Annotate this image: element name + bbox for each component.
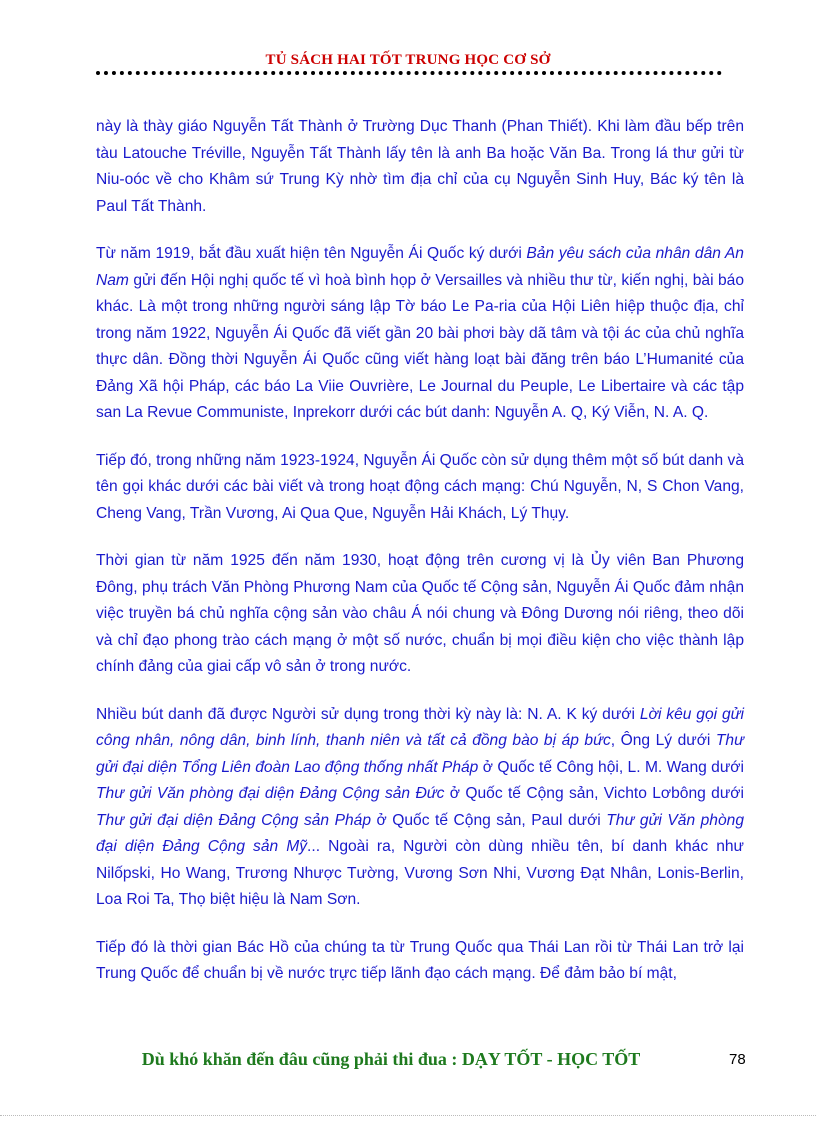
paragraph-2	[96, 241, 744, 427]
italic-title: Thư gửi đại diện Tổng Liên đoàn Lao động thống nhất Pháp	[96, 732, 744, 776]
text-run: ở Quốc tế Công hội, L. M. Wang dưới	[478, 758, 744, 776]
text-run: gửi đến Hội nghị quốc tế vì hoà bình họp ở Versailles và nhiều thư từ, kiến nghị, bài báo khác. Là một trong những người sáng lập Tờ báo Le Pa-ria của Hội Liên hiệp thuộc địa, chỉ trong năm 1922, Nguyễn Ái Quốc đã viết gần 20 bài phơi bày dã tâm và tội ác của chủ nghĩa thực dân. Đồng thời Nguyễn Ái Quốc cũng viết hàng loạt bài đăng trên báo L’Humanité của Đảng Xã hội Pháp, các báo La Viie Ouvrière, Le Journal du Peuple, Le Libertaire và các tập san La Revue Communiste, Inprekorr dưới các bút danh: Nguyễn A. Q, Ký Viễn, N. A. Q.	[96, 271, 744, 421]
bottom-dotted-divider	[0, 1115, 816, 1116]
italic-title: Thư gửi Văn phòng đại diện Đảng Cộng sản Mỹ	[96, 811, 744, 855]
text-run: , Ông Lý dưới	[610, 732, 716, 749]
paragraph-6	[96, 935, 744, 988]
footer-slogan: Dù khó khăn đến đâu cũng phải thi đua : DẠY TỐT - HỌC TỐT	[141, 1049, 641, 1069]
italic-title: Bản yêu sách của nhân dân An Nam	[96, 245, 744, 289]
italic-title: Lời kêu gọi gửi công nhân, nông dân, binh lính, thanh niên và tất cả đồng bào bị áp bức	[96, 705, 744, 749]
main-text-body	[96, 114, 744, 1009]
italic-title: Thư gửi đại diện Đảng Cộng sản Pháp	[96, 811, 372, 829]
paragraph-3	[96, 448, 744, 528]
text-run: Từ năm 1919, bắt đầu xuất hiện tên Nguyễn Ái Quốc ký dưới	[96, 245, 527, 262]
header-dotted-divider	[96, 71, 722, 75]
text-run: Thời gian từ năm 1925 đến năm 1930, hoạt động trên cương vị là Ủy viên Ban Phương Đông, phụ trách Văn Phòng Phương Nam của Quốc tế Cộng sản, Nguyễn Ái Quốc đảm nhận việc truyền bá chủ nghĩa cộng sản vào châu Á nói chung và Đông Dương nói riêng, theo dõi và chỉ đạo phong trào cách mạng ở một số nước, chuẩn bị mọi điều kiện cho việc thành lập chính đảng của giai cấp vô sản ở trong nước.	[96, 552, 744, 675]
text-run: ở Quốc tế Cộng sản, Vichto Lơbông dưới	[444, 785, 744, 802]
text-run: ... Ngoài ra, Người còn dùng nhiều tên, bí danh khác như Nilốpski, Ho Wang, Trương Nhược Tường, Vương Sơn Nhi, Vương Đạt Nhân, Lonis-Berlin, Loa Roi Ta, Thọ biệt hiệu là Nam Sơn.	[96, 838, 744, 908]
italic-title: Thư gửi Văn phòng đại diện Đảng Cộng sản Đức	[96, 785, 445, 802]
text-run: Nhiều bút danh đã được Người sử dụng trong thời kỳ này là: N. A. K ký dưới	[96, 705, 640, 723]
text-run: này là thày giáo Nguyễn Tất Thành ở Trường Dục Thanh (Phan Thiết). Khi làm đầu bếp trên tàu Latouche Tréville, Nguyễn Tất Thành lấy tên là anh Ba hoặc Văn Ba. Trong lá thư gửi từ Niu-oóc về cho Khâm sứ Trung Kỳ nhờ tìm địa chỉ của cụ Nguyễn Sinh Huy, Bác ký tên là Paul Tất Thành.	[96, 118, 744, 215]
page-number: 78	[729, 1051, 746, 1068]
text-run: Tiếp đó là thời gian Bác Hồ của chúng ta từ Trung Quốc qua Thái Lan rồi từ Thái Lan trở lại Trung Quốc để chuẩn bị về nước trực tiếp lãnh đạo cách mạng. Để đảm bảo bí mật,	[96, 938, 744, 982]
paragraph-5	[96, 702, 744, 914]
paragraph-4	[96, 548, 744, 681]
text-run: ở Quốc tế Cộng sản, Paul dưới	[371, 811, 607, 829]
paragraph-1	[96, 114, 744, 220]
page-header-title: TỦ SÁCH HAI TỐT TRUNG HỌC CƠ SỞ	[265, 52, 551, 68]
text-run: Tiếp đó, trong những năm 1923-1924, Nguyễn Ái Quốc còn sử dụng thêm một số bút danh và tên gọi khác dưới các bài viết và trong hoạt động cách mạng: Chú Nguyễn, N, S Chon Vang, Cheng Vang, Trần Vương, Ai Qua Que, Nguyễn Hải Khách, Lý Thụy.	[96, 451, 744, 522]
